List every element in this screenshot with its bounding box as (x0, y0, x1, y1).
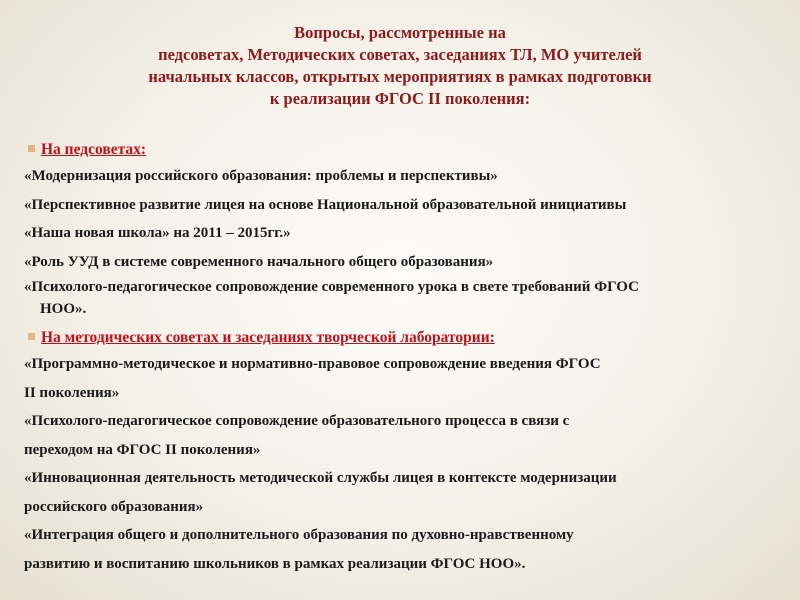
list-item: «Перспективное развитие лицея на основе Национальной образовательной инициативы (24, 196, 627, 213)
list-item: «Психолого-педагогическое сопровождение современного урока в свете требований ФГОС (24, 279, 639, 295)
list-item: «Психолого-педагогическое сопровождение образовательного процесса в связи с (24, 413, 570, 429)
section-heading-pedsovety (28, 138, 784, 162)
slide-title (0, 22, 800, 110)
list-item-continuation: переходом на ФГОС II поколения» (24, 441, 261, 458)
list-item-continuation: российского образования» (24, 498, 204, 515)
list-item: «Модернизация российского образования: проблемы и перспективы» (24, 168, 498, 184)
list-item-continuation: НОО». (40, 301, 87, 317)
square-bullet-icon (28, 145, 35, 152)
section-heading-label: На педсоветах: (41, 141, 147, 158)
square-bullet-icon (28, 333, 35, 340)
title-line: педсоветах, Методических советах, заседаниях ТЛ, МО учителей (158, 45, 642, 64)
list-item: «Программно-методическое и нормативно-правовое сопровождение введения ФГОС (24, 356, 601, 372)
list-item-continuation: развитию и воспитанию школьников в рамках реализации ФГОС НОО». (24, 555, 526, 572)
list-item: «Роль УУД в системе современного начального общего образования» (24, 253, 494, 270)
list-item: «Интеграция общего и дополнительного образования по духовно-нравственному (24, 527, 574, 543)
list-item: «Наша новая школа» на 2011 – 2015гг.» (24, 225, 291, 241)
slide-content (24, 138, 784, 578)
list-item: «Инновационная деятельность методической службы лицея в контексте модернизации (24, 470, 617, 486)
section-heading-metodsovety (28, 326, 784, 350)
list-item-continuation: II поколения» (24, 384, 120, 401)
title-line: начальных классов, открытых мероприятиях в рамках подготовки (148, 67, 652, 86)
title-line: Вопросы, рассмотренные на (294, 23, 506, 42)
section-heading-label: На методических советах и заседаниях творческой лаборатории: (41, 329, 495, 346)
title-line: к реализации ФГОС II поколения: (269, 89, 531, 108)
